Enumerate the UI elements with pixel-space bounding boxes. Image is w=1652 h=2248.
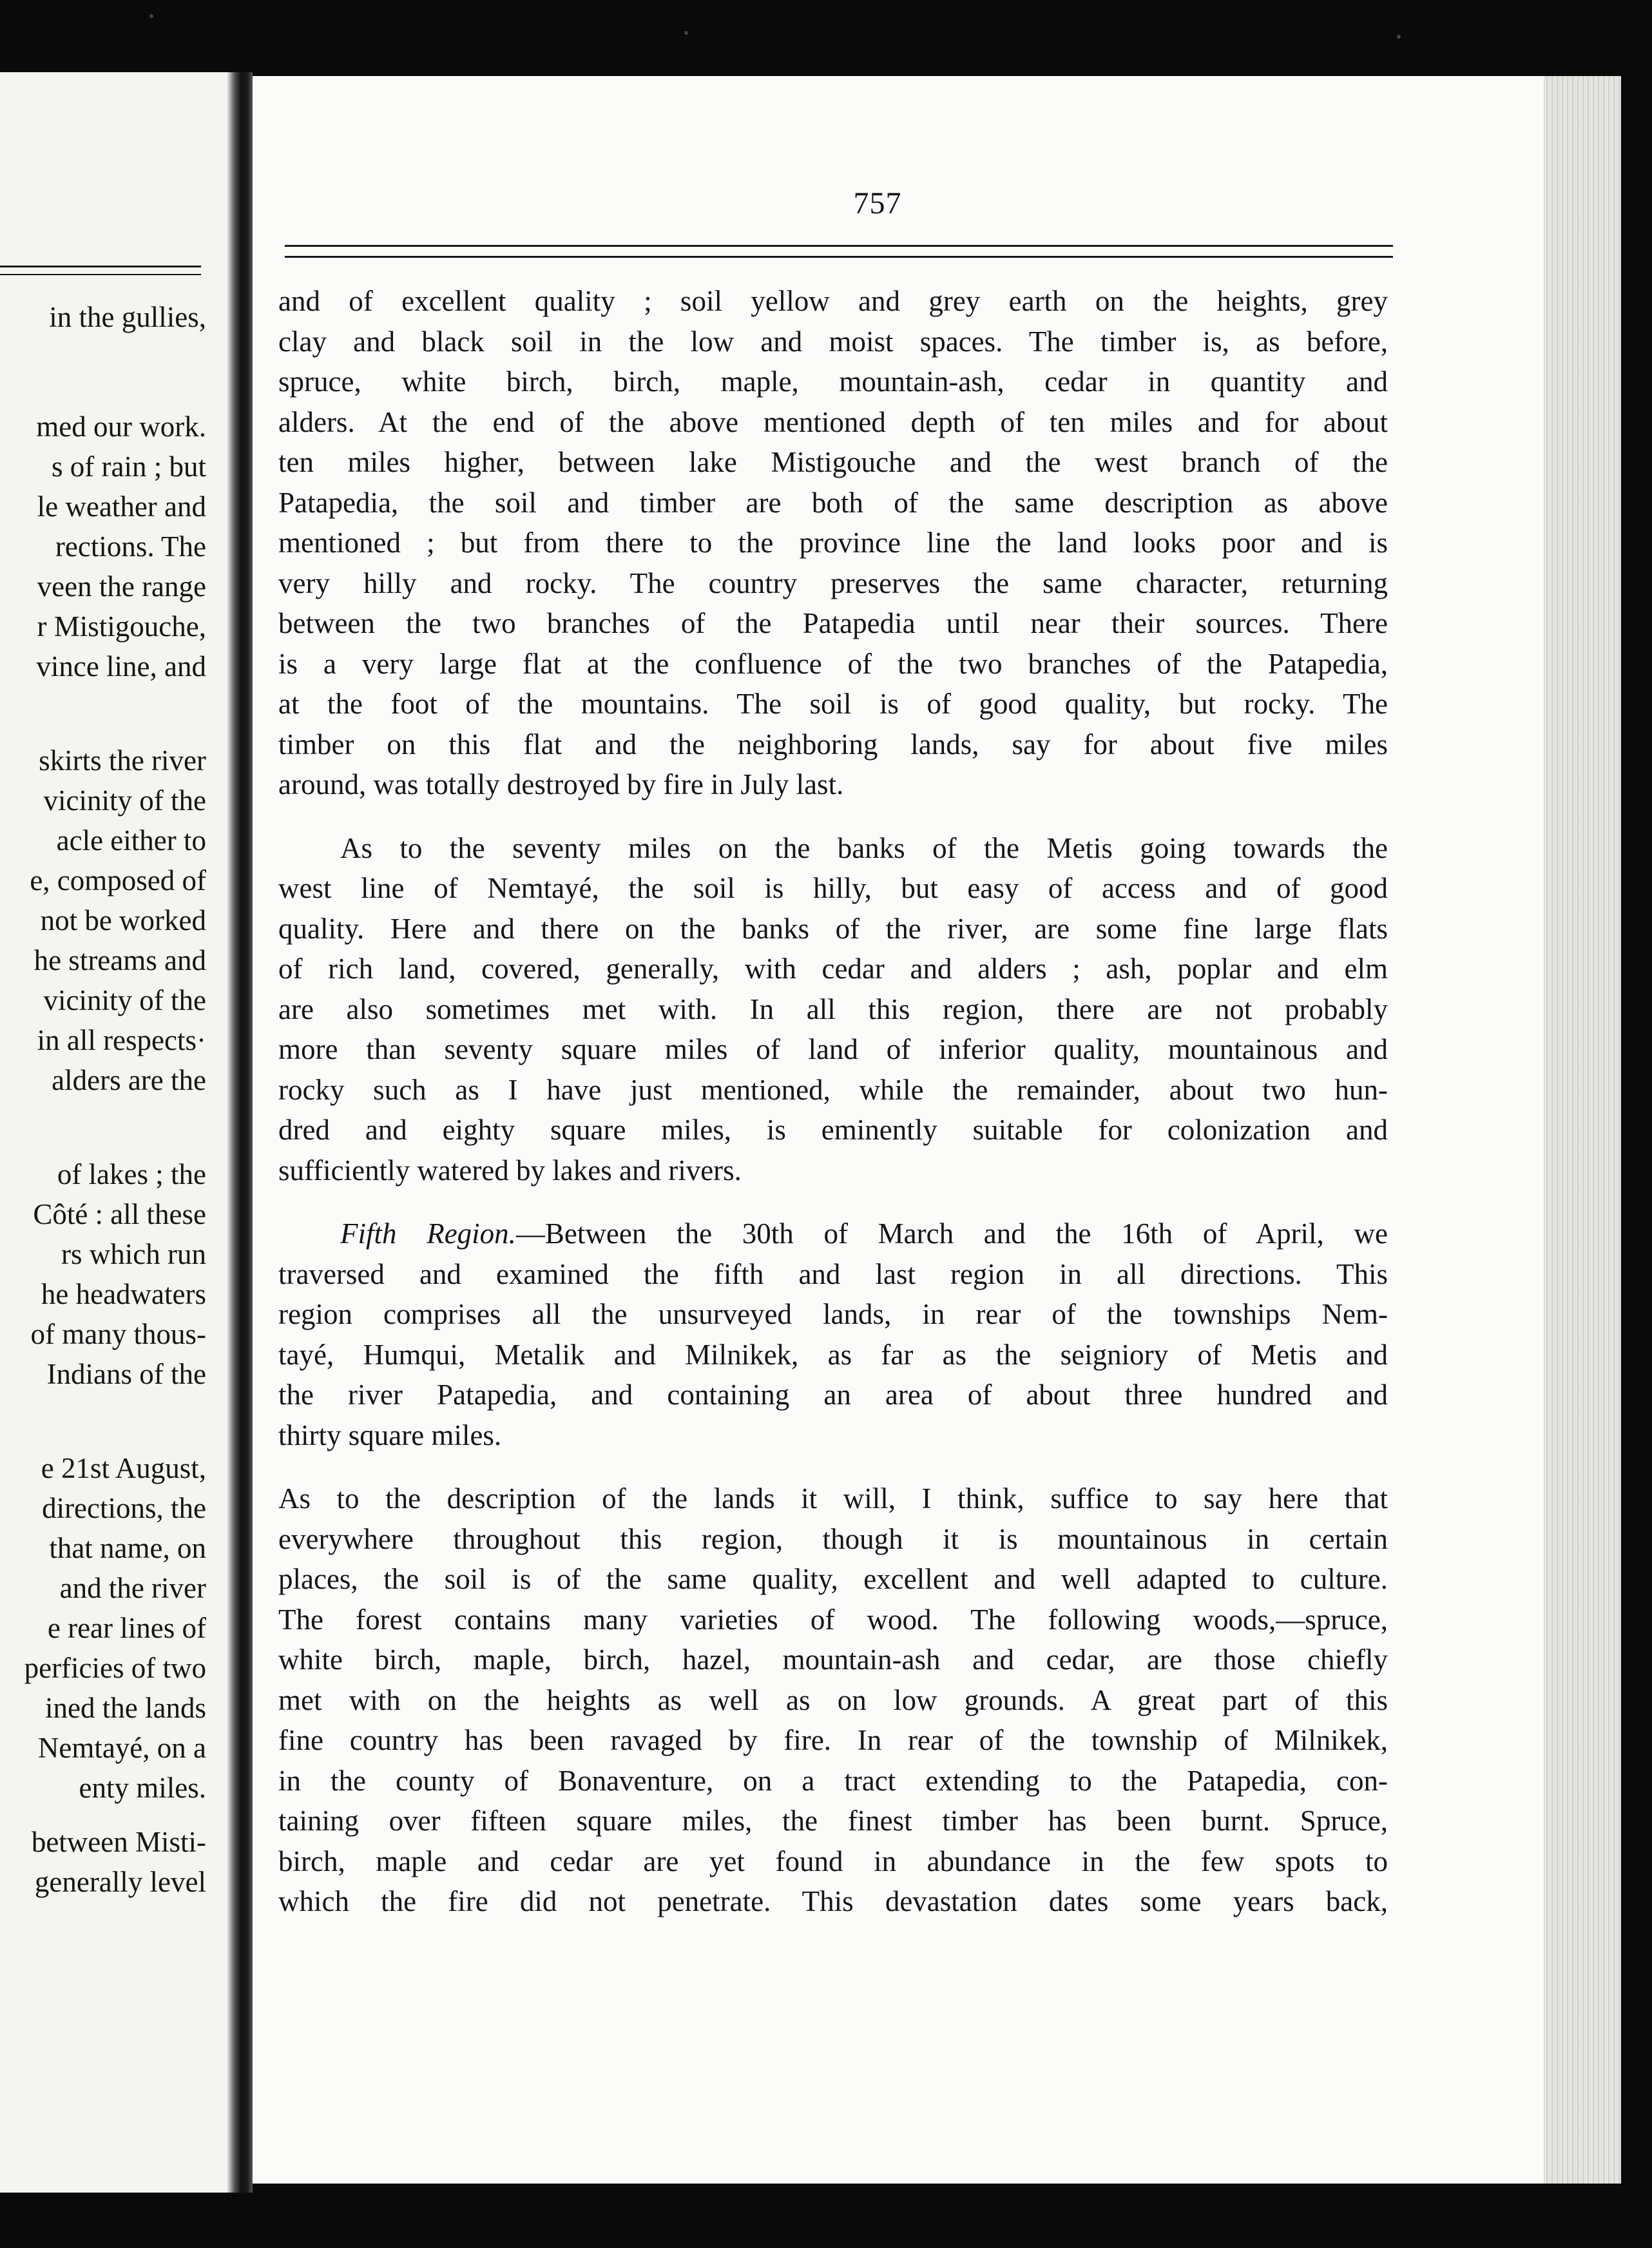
- text-line: alders. At the end of the above mentioned depth of ten miles and for about: [278, 405, 1388, 438]
- left-text-line: rections. The: [55, 530, 206, 563]
- left-text-line: he streams and: [34, 944, 206, 976]
- text-line: taining over fifteen square miles, the finest timber has been burnt. Spruce,: [278, 1805, 1388, 1837]
- text-line: is a very large flat at the confluence of the two branches of the Patapedia,: [278, 647, 1388, 680]
- text-line: spruce, white birch, birch, maple, mountain-ash, cedar in quantity and: [278, 365, 1388, 398]
- left-text-line: vince line, and: [36, 650, 206, 683]
- left-text-line: skirts the river: [39, 744, 206, 777]
- header-rule: [285, 245, 1393, 258]
- left-text-line: med our work.: [36, 411, 206, 443]
- left-text-line: e, composed of: [30, 864, 206, 896]
- text-line: [278, 1214, 1388, 1254]
- text-line: white birch, maple, birch, hazel, mountain-ash and cedar, are those chiefly: [278, 1643, 1388, 1676]
- page-number: 757: [853, 186, 902, 220]
- left-text-line: rs which run: [61, 1238, 206, 1270]
- left-text-line: ined the lands: [45, 1692, 206, 1724]
- scan-speck: [1397, 35, 1401, 39]
- text-run: —Between the 30th of March and the 16th of April, we: [515, 1217, 1388, 1250]
- left-text-line: that name, on: [49, 1532, 206, 1564]
- left-text-line: vicinity of the: [43, 984, 206, 1016]
- left-text-line: Nemtayé, on a: [37, 1732, 206, 1764]
- left-text-line: enty miles.: [79, 1772, 206, 1804]
- text-line: very hilly and rocky. The country preserves the same character, returning: [278, 567, 1388, 599]
- text-line: of rich land, covered, generally, with cedar and alders ; ash, poplar and elm: [278, 953, 1388, 985]
- text-line: mentioned ; but from there to the province line the land looks poor and is: [278, 527, 1388, 559]
- right-page: [253, 76, 1621, 2184]
- text-line: everywhere throughout this region, though it is mountainous in certain: [278, 1522, 1388, 1555]
- left-text-line: between Misti-: [31, 1826, 206, 1858]
- text-line: west line of Nemtayé, the soil is hilly, but easy of access and of good: [278, 872, 1388, 904]
- page-edges: [1544, 76, 1621, 2184]
- text-line: at the foot of the mountains. The soil is of good quality, but rocky. The: [278, 688, 1388, 720]
- left-text-line: alders are the: [52, 1064, 206, 1096]
- left-text-line: of many thous-: [30, 1318, 206, 1350]
- section-heading: Fifth Region.: [340, 1217, 516, 1250]
- left-text-line: veen the range: [37, 570, 206, 603]
- text-line: rocky such as I have just mentioned, while the remainder, about two hun-: [278, 1073, 1388, 1106]
- left-text-line: Indians of the: [46, 1358, 206, 1390]
- left-text-line: he headwaters: [41, 1278, 206, 1310]
- scan-speck: [684, 31, 688, 35]
- text-line: region comprises all the unsurveyed lands, in rear of the townships Nem-: [278, 1298, 1388, 1330]
- book-gutter: [227, 72, 253, 2193]
- left-text-line: s of rain ; but: [52, 451, 206, 483]
- text-line: timber on this flat and the neighboring lands, say for about five miles: [278, 728, 1388, 761]
- text-line: birch, maple and cedar are yet found in abundance in the few spots to: [278, 1845, 1388, 1877]
- left-text-line: le weather and: [37, 490, 206, 523]
- left-text-line: r Mistigouche,: [37, 610, 206, 643]
- left-text-line: generally level: [34, 1866, 206, 1898]
- left-text-line: acle either to: [56, 824, 206, 857]
- left-text-line: directions, the: [42, 1492, 206, 1524]
- text-line: Patapedia, the soil and timber are both of the same description as above: [278, 486, 1388, 519]
- left-text-line: in the gullies,: [49, 301, 206, 333]
- body-text: [278, 281, 1388, 1922]
- text-line: thirty square miles.: [278, 1419, 502, 1451]
- text-line: which the fire did not penetrate. This devastation dates some years back,: [278, 1885, 1388, 1917]
- left-text-line: Côté : all these: [33, 1198, 206, 1230]
- text-line: ten miles higher, between lake Mistigouche and the west branch of the: [278, 446, 1388, 478]
- paragraph-1: [278, 281, 1388, 805]
- text-line: are also sometimes met with. In all this region, there are not probably: [278, 993, 1388, 1025]
- text-line: more than seventy square miles of land of inferior quality, mountainous and: [278, 1033, 1388, 1065]
- text-line: quality. Here and there on the banks of the river, are some fine large flats: [278, 912, 1388, 945]
- text-line: clay and black soil in the low and moist spaces. The timber is, as before,: [278, 325, 1388, 358]
- left-text-line: not be worked: [40, 904, 206, 936]
- text-line: tayé, Humqui, Metalik and Milnikek, as far as the seigniory of Metis and: [278, 1338, 1388, 1371]
- scan-speck: [149, 14, 153, 18]
- text-line: and of excellent quality ; soil yellow and grey earth on the heights, grey: [278, 285, 1388, 317]
- text-line: The forest contains many varieties of wood. The following woods,—spruce,: [278, 1603, 1388, 1636]
- left-text-line: and the river: [59, 1572, 206, 1604]
- text-line: the river Patapedia, and containing an area of about three hundred and: [278, 1379, 1388, 1411]
- paragraph-4: [278, 1478, 1388, 1922]
- left-page-fragment: [0, 72, 227, 2193]
- left-text-line: in all respects·: [37, 1024, 206, 1056]
- text-line: met with on the heights as well as on low grounds. A great part of this: [278, 1683, 1388, 1716]
- left-text-line: e rear lines of: [47, 1612, 206, 1644]
- text-line: in the county of Bonaventure, on a tract extending to the Patapedia, con-: [278, 1764, 1388, 1797]
- left-page-rule: [0, 266, 201, 275]
- left-text-line: perficies of two: [24, 1652, 206, 1684]
- text-line: As to the seventy miles on the banks of the Metis going towards the: [340, 831, 1388, 864]
- text-line: sufficiently watered by lakes and rivers.: [278, 1154, 742, 1187]
- text-line: around, was totally destroyed by fire in July last.: [278, 768, 844, 800]
- text-line: between the two branches of the Patapedia until near their sources. There: [278, 607, 1388, 639]
- text-line: places, the soil is of the same quality, excellent and well adapted to culture.: [278, 1563, 1388, 1595]
- left-text-line: e 21st August,: [41, 1452, 206, 1484]
- paragraph-2: [278, 828, 1388, 1191]
- text-line: traversed and examined the fifth and last region in all directions. This: [278, 1257, 1388, 1290]
- left-text-line: of lakes ; the: [57, 1158, 206, 1190]
- left-text-line: vicinity of the: [43, 784, 206, 817]
- paragraph-3: [278, 1214, 1388, 1455]
- text-line: fine country has been ravaged by fire. In rear of the township of Milnikek,: [278, 1724, 1388, 1756]
- text-line: As to the description of the lands it will, I think, suffice to say here that: [278, 1482, 1388, 1515]
- text-line: dred and eighty square miles, is eminently suitable for colonization and: [278, 1114, 1388, 1146]
